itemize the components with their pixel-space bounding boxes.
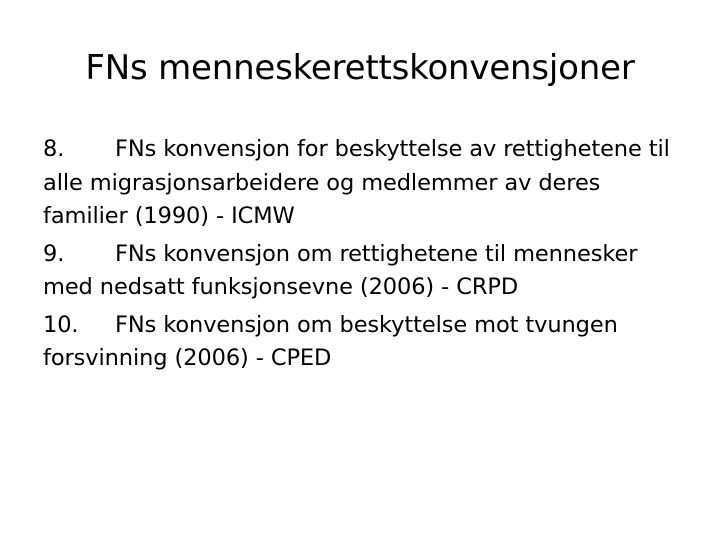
item-number: 8. [43, 136, 65, 162]
item-number: 10. [43, 311, 79, 338]
convention-list [43, 133, 683, 380]
list-item [43, 133, 683, 234]
item-text: FNs konvensjon om beskyttelse mot tvungen forsvinning (2006) - CPED [43, 311, 618, 371]
item-text: FNs konvensjon for beskyttelse av rettighetene til alle migrasjonsarbeidere og medlemmer av deres familier (1990) - ICMW [43, 136, 670, 229]
item-number: 9. [43, 240, 65, 267]
list-item [43, 238, 683, 305]
item-text: FNs konvensjon om rettighetene til mennesker med nedsatt funksjonsevne (2006) - CRPD [43, 240, 638, 300]
slide-title: FNs menneskerettskonvensjoner [85, 48, 635, 88]
list-item [43, 309, 683, 376]
